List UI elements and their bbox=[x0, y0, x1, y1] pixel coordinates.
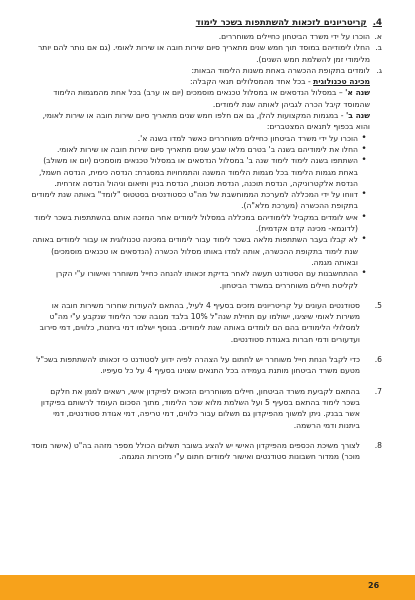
bullet-item bbox=[30, 268, 382, 291]
tech-prep-text: - בכל אחד מהמסלולים תנאי הקבלה: bbox=[189, 77, 314, 87]
bullet-text: ההתחשבנות עם הסטודנט תעשה לאחר בדיקת זכאותו להנחה כחייל משוחרר ואישורו ע"י הקרן לקליטת חיילים משוחררים במשרד הביטחון. bbox=[55, 269, 358, 290]
bullet-icon: • bbox=[361, 234, 367, 245]
item-a-label: א. bbox=[374, 32, 382, 41]
section-4-item-a bbox=[30, 31, 382, 42]
section-7 bbox=[30, 386, 382, 431]
bullet-icon: • bbox=[361, 132, 367, 143]
page-number: 26 bbox=[368, 581, 380, 590]
bullet-text: השתתפו בשנה לימוד לימוד שנה ב' במסלול הנדסאים או במסלול טכנאים מוסמכים (יום או משולב) באחת מגמות הלימוד בכל מגמות הלימוד המשנה והתמחויות במסגרת: הנדסה כימית, הנדסה חשמל, הנדסת אלקטרוניקה, הנדסת תוכנה, הנדסת מכונות, הנדסת בניין ותיאום וניהול הנדסה אזרחית. bbox=[39, 156, 358, 188]
section-7-number: 7. bbox=[374, 386, 382, 396]
section-8 bbox=[30, 440, 382, 463]
bullet-text: איש לומדים במקביל ללימודיהם במכללה במסלול לימודים אחר המזכה אותם בהשתתפות בשכר לימוד (לדוגמא- מכינה קדם אקדמית). bbox=[34, 212, 358, 234]
item-b-label: ב. bbox=[375, 43, 382, 53]
bullet-item bbox=[30, 189, 382, 212]
section-6-text: כדי לקבל הנחת חייל משוחרר יש לחתום על הצהרה לפיה ידוע לסטודנט כי זכאותו להשתתפות בשכ"ל מטעם משרד הביטחון מותנת בעמידה בכל התנאים שצוינו בסעיף 4 על כל סעיפיו. bbox=[36, 355, 360, 376]
bullet-item bbox=[30, 133, 382, 144]
bullet-icon: • bbox=[361, 268, 367, 279]
section-5-text: סטודנטים העונים על קריטריונים מזכים בסעיף 4 לעיל, בהתאם להעודות שחרור משירות חובה או משירות לאומי שיציגו, ישולמו עם תחילת שנה"ל 10% בלבד מגובה שכר הלימוד שנקבע ע"י מה"ט למסלולי הלימודים בהם הם לומדים באותה שנת לימודים. בנוסף ישלמו דמי ביתנות, כלווים, דמי סירוב ועדעורים ודמי חברות באגודת סטודנטים. bbox=[39, 300, 360, 344]
section-6 bbox=[30, 354, 382, 377]
bullet-icon: • bbox=[361, 155, 367, 166]
bullet-icon: • bbox=[361, 143, 367, 154]
year-b-text: - במגמות המקצועות להלן, גם אם חלפו חמש שנים מתאריך סיום שירות חובה או שירות לאומי, והוא בכפוף לתנאים המצטברים: bbox=[42, 111, 370, 132]
bullet-item bbox=[30, 144, 382, 155]
section-5-number: 5. bbox=[374, 300, 382, 310]
section-8-text: לצורך משיכת הכספים מהפיקדון האישי יש להציג בשובר תשלום הכולל מספר מזהה בה"ט (אישור מוסד מוכר) ממדור חשבונות סטודנטים ואישור לימודים חתום ע"י מזכירות המגמה. bbox=[31, 440, 360, 462]
year-b-label: שנה ב' bbox=[345, 111, 370, 121]
section-4-item-b bbox=[30, 42, 382, 65]
section-5 bbox=[30, 300, 382, 345]
tech-prep-paragraph bbox=[30, 76, 382, 87]
tech-prep-label: מכינה טכנולוגית bbox=[313, 77, 370, 87]
year-a-paragraph bbox=[30, 87, 382, 110]
bullet-item bbox=[30, 155, 382, 189]
section-7-text: בהתאם לקביעת משרד הביטחון, חיילים משוחררים הזכאים לפיקדון אישי, רשאים לממן את חלקם בשכר לימוד בהתאם בסעיף 5 ועל השלמת מלוא שכר הלימוד, מתוך הסכום העומד לרשותם בפיקדון אשר בבנק. ניתן למשוך מהפיקדון גם תשלום עבור כלווים, דמי טריפה, דמי אגודת סטודנטים, דמי ביתנות ודמי הרשמה. bbox=[40, 386, 360, 430]
section-8-number: 8. bbox=[374, 440, 382, 450]
bullet-icon: • bbox=[361, 211, 367, 222]
section-4-item-c bbox=[30, 65, 382, 76]
item-c-label: ג. bbox=[376, 65, 382, 75]
section-4-title: קריטריונים לזכאות להשתתפות בשכר לימוד bbox=[195, 18, 367, 28]
footer-bar bbox=[0, 575, 415, 600]
bullet-icon: • bbox=[361, 189, 367, 200]
year-b-paragraph bbox=[30, 110, 382, 133]
bullet-text: לא קבלו בעבר השתתפות מלאה בשכר לימוד עבור לימודים במכינה טכנולוגית או עבור לימודים באותה שנת לימוד בתקופת ההכשרה, אותה למדו באותו מסלול הכשרה (הנדסאים או טכנאים מוסמכים) ובאותה מגמה. bbox=[32, 235, 358, 267]
year-a-label: שנה א' bbox=[345, 88, 370, 98]
section-4-heading bbox=[30, 17, 382, 29]
bullet-text: דווחו על ידי המכללה למערכת הממוחשבת של מה"ט כסטודנטים בסטטוס "לומד" באותה שנת לימודים בתקופת ההכשרה (מערכת מלא"ה). bbox=[31, 190, 358, 211]
year-a-text: – במסלול הנדסאים או במסלול טכנאים מוסמכים (יום או ערב) בכל אחת מהמגמות הלימוד שהמוסד קיבל הכרה לגביהן לאותה שנת לימודים. bbox=[53, 88, 370, 109]
bullet-text: החלו את לימודיהם בשנה ב' בטרם מלאו שבע שנים מתאריך סיום שירות חובה או שירות לאומי. bbox=[57, 144, 358, 154]
bullet-item bbox=[30, 234, 382, 268]
item-c-text: לומדים בתקופת ההכשרה באחת משנות הלימוד הבאות: bbox=[191, 65, 370, 75]
bullet-item bbox=[30, 212, 382, 235]
section-6-number: 6. bbox=[374, 355, 382, 365]
item-a-text: הוכרו על ידי משרד הביטחון כחיילים משוחררים. bbox=[218, 32, 370, 41]
section-4-number: 4. bbox=[372, 18, 382, 28]
item-b-text: החלו לימודיהם במוסד תוך חמש שנים מתאריך סיום שירות חובה או שירות לאומי. (גם אם נותר להם יותר מלימודי זמן להשלמת חמש השנים). bbox=[37, 43, 370, 64]
bullet-text: הוכרו על ידי משרד הביטחון כחיילים משוחררים כאשר למדו בשנה א'. bbox=[137, 133, 358, 143]
